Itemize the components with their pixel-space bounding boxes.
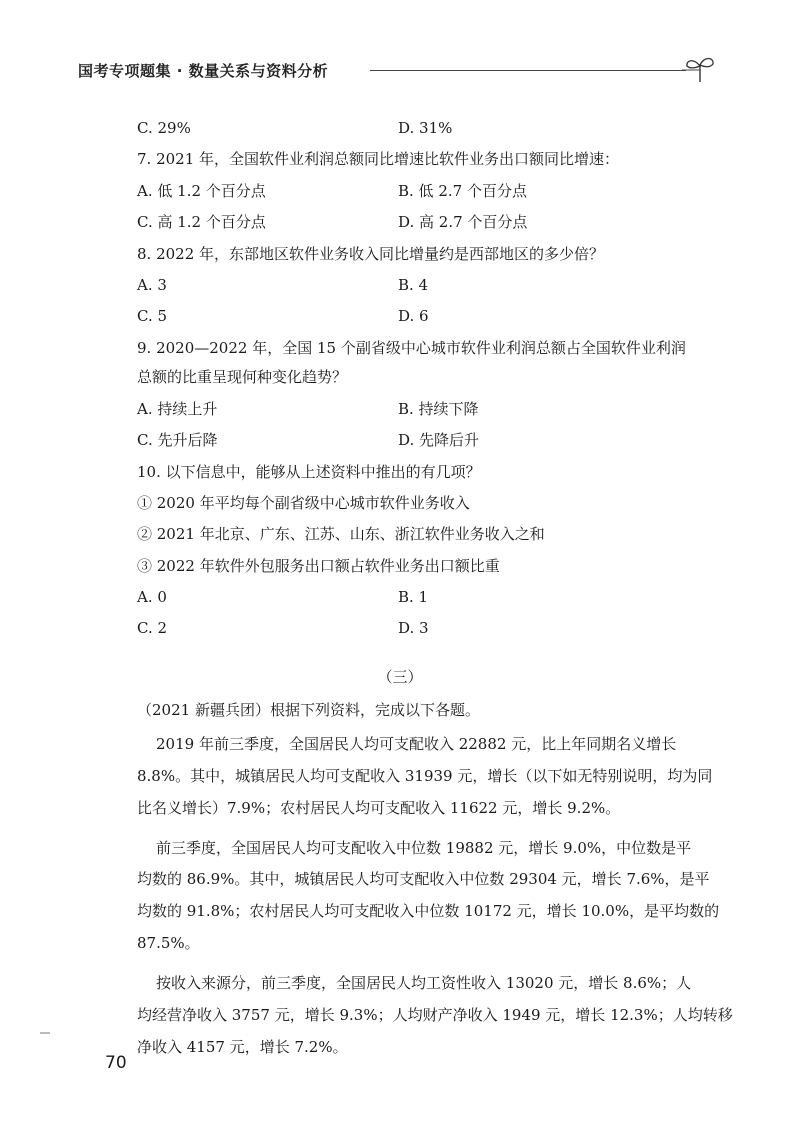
paragraph-1-line-3: 比名义增长）7.9%；农村居民人均可支配收入 11622 元，增长 9.2%。 xyxy=(137,799,621,817)
q9-stem-line1: 9. 2020—2022 年，全国 15 个副省级中心城市软件业利润总额占全国软件业利润 xyxy=(137,339,686,357)
paragraph-2-line-4: 87.5%。 xyxy=(137,934,200,952)
margin-mark xyxy=(40,1032,50,1034)
q9-option-b: B. 持续下降 xyxy=(398,400,479,418)
page-number: 70 xyxy=(105,1053,127,1073)
q10-item-3: ③ 2022 年软件外包服务出口额占软件业务出口额比重 xyxy=(137,557,500,575)
q10-option-a: A. 0 xyxy=(137,588,167,606)
q8-option-a: A. 3 xyxy=(137,276,167,294)
paragraph-1-line-2: 8.8%。其中，城镇居民人均可支配收入 31939 元，增长（以下如无特别说明，均为同 xyxy=(137,767,713,785)
q9-option-a: A. 持续上升 xyxy=(137,400,218,418)
paragraph-1-line-1: 2019 年前三季度，全国居民人均可支配收入 22882 元，比上年同期名义增长 xyxy=(156,735,677,753)
q10-item-1: ① 2020 年平均每个副省级中心城市软件业务收入 xyxy=(137,494,470,512)
header-title: 国考专项题集 · 数量关系与资料分析 xyxy=(78,62,329,80)
q9-option-c: C. 先升后降 xyxy=(137,431,218,449)
paragraph-2-line-1: 前三季度，全国居民人均可支配收入中位数 19882 元，增长 9.0%，中位数是平 xyxy=(156,839,692,857)
q8-option-c: C. 5 xyxy=(137,307,168,325)
q8-option-b: B. 4 xyxy=(398,276,429,294)
sprout-icon xyxy=(682,54,718,84)
q7-option-d: D. 高 2.7 个百分点 xyxy=(398,213,528,231)
q7-stem: 7. 2021 年，全国软件业利润总额同比增速比软件业务出口额同比增速： xyxy=(137,150,620,168)
q10-option-d: D. 3 xyxy=(398,619,429,637)
q6-option-d: D. 31% xyxy=(398,119,453,137)
q8-stem: 8. 2022 年，东部地区软件业务收入同比增量约是西部地区的多少倍？ xyxy=(137,245,605,263)
q10-option-c: C. 2 xyxy=(137,619,168,637)
paragraph-3-line-1: 按收入来源分，前三季度，全国居民人均工资性收入 13020 元，增长 8.6%；人 xyxy=(156,974,692,992)
q10-stem: 10. 以下信息中，能够从上述资料中推出的有几项？ xyxy=(137,463,481,481)
section-heading: （三） xyxy=(377,668,423,686)
paragraph-2-line-2: 均数的 86.9%。其中，城镇居民人均可支配收入中位数 29304 元，增长 7.6%，是平 xyxy=(137,870,710,888)
running-header xyxy=(78,54,718,84)
q9-stem-line2: 总额的比重呈现何种变化趋势？ xyxy=(137,368,348,386)
paragraph-3-line-2: 均经营净收入 3757 元，增长 9.3%；人均财产净收入 1949 元，增长 12.3%；人均转移 xyxy=(137,1006,733,1024)
header-rule xyxy=(370,70,686,71)
q10-item-2: ② 2021 年北京、广东、江苏、山东、浙江软件业务收入之和 xyxy=(137,525,545,543)
paragraph-2-line-3: 均数的 91.8%；农村居民人均可支配收入中位数 10172 元，增长 10.0%，是平均数的 xyxy=(137,902,720,920)
q6-option-c: C. 29% xyxy=(137,119,191,137)
q8-option-d: D. 6 xyxy=(398,307,429,325)
q9-option-d: D. 先降后升 xyxy=(398,431,480,449)
q7-option-c: C. 高 1.2 个百分点 xyxy=(137,213,266,231)
paragraph-3-line-3: 净收入 4157 元，增长 7.2%。 xyxy=(137,1038,348,1056)
q7-option-b: B. 低 2.7 个百分点 xyxy=(398,182,527,200)
q7-option-a: A. 低 1.2 个百分点 xyxy=(137,182,266,200)
section-intro: （2021 新疆兵团）根据下列资料，完成以下各题。 xyxy=(137,701,480,719)
q10-option-b: B. 1 xyxy=(398,588,429,606)
